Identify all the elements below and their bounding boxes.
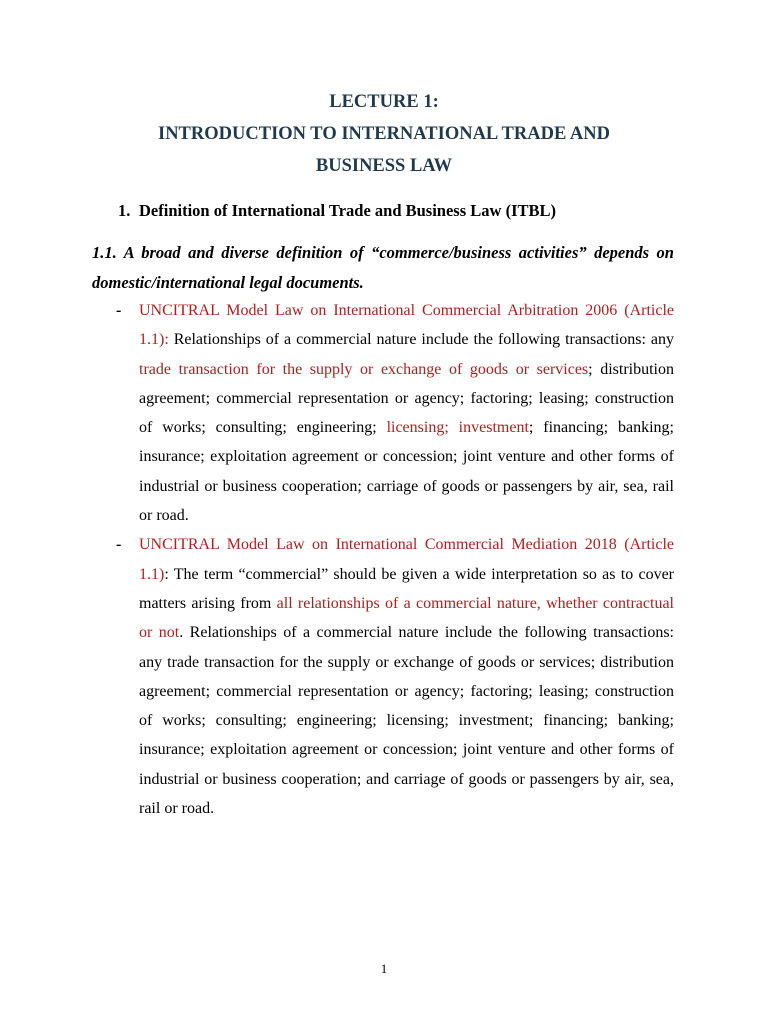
- text-span: ; distribution agreement; commercial representation or agency; factoring; leasing; construction of works; consulting; engineering;: [139, 360, 674, 437]
- section-heading-text: Definition of International Trade and Business Law (ITBL): [139, 201, 556, 220]
- bullet-paragraph: [139, 530, 674, 823]
- title-line-1: LECTURE 1:: [329, 92, 439, 112]
- text-span-highlight: licensing; investment: [386, 419, 529, 437]
- bullet-dash: -: [116, 536, 122, 554]
- text-span: ; financing; banking; insurance; exploitation agreement or concession; joint venture and other forms of industrial or business cooperation; carriage of goods or passengers by air, sea, rail or road.: [139, 419, 674, 525]
- section-heading: [118, 199, 556, 223]
- page-number: 1: [380, 961, 388, 976]
- bullet-item-arbitration: [0, 296, 768, 530]
- title-line-3: BUSINESS LAW: [315, 156, 453, 176]
- subsection-heading: 1.1. A broad and diverse definition of “commerce/business activities” depends on domestic/international legal documents.: [92, 243, 674, 292]
- text-span-highlight: trade transaction for the supply or exchange of goods or services: [139, 360, 589, 378]
- bullet-list: [0, 296, 768, 823]
- text-span-highlight: all relationships of a commercial nature, whether contractual or not: [139, 594, 674, 642]
- bullet-item-mediation: [0, 530, 768, 823]
- text-span-highlight: UNCITRAL Model Law on International Commercial Arbitration 2006 (Article 1.1):: [139, 302, 674, 349]
- text-span: : The term “commercial” should be given a wide interpretation so as to cover matters arising from: [139, 565, 674, 612]
- text-span-highlight: UNCITRAL Model Law on International Commercial Mediation 2018 (Article 1.1): [139, 536, 674, 583]
- lecture-title: [0, 86, 768, 182]
- bullet-paragraph: [139, 296, 674, 530]
- bullet-dash: -: [116, 302, 122, 319]
- text-span: . Relationships of a commercial nature include the following transactions: any trade transaction for the supply or exchange of goods or services; distribution agreement; commercial representation or agency; factoring; leasing; construction of works; consulting; engineering; licensing; investment; financing; banking; insurance; exploitation agreement or concession; joint venture and other forms of industrial or business cooperation; and carriage of goods or passengers by air, sea, rail or road.: [139, 624, 674, 818]
- text-span: Relationships of a commercial nature include the following transactions: any: [168, 331, 674, 349]
- title-line-2: INTRODUCTION TO INTERNATIONAL TRADE AND: [158, 124, 610, 144]
- section-number: 1.: [118, 201, 131, 220]
